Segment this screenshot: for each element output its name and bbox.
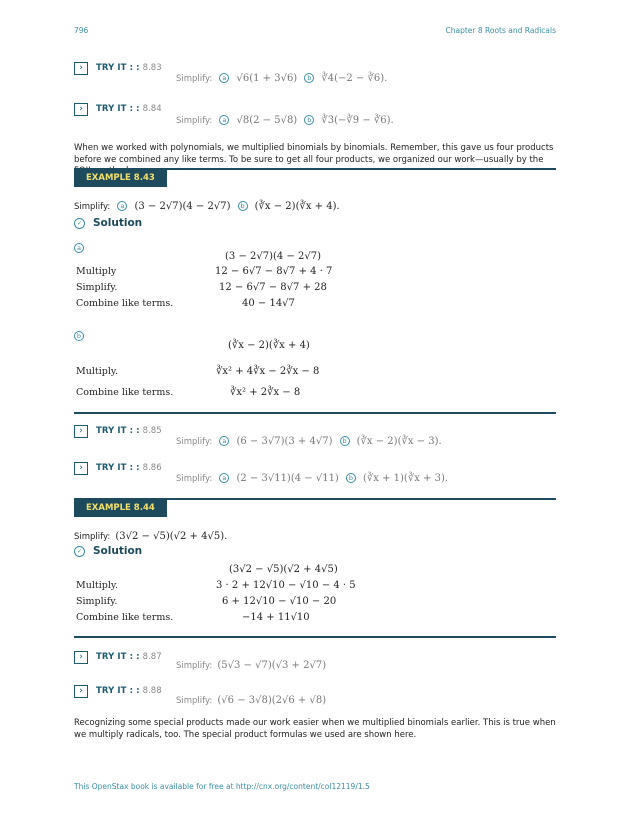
problem-b: (∛x − 2)(∛x − 3).	[356, 436, 442, 447]
step-label: Multiply	[76, 266, 117, 277]
part-a-marker-icon: a	[117, 201, 127, 211]
try-it-label: TRY IT : :	[96, 104, 140, 114]
chevron-right-icon[interactable]: ›	[74, 425, 88, 438]
try-it-8-84[interactable]	[74, 101, 162, 117]
solution-heading[interactable]	[74, 217, 142, 229]
problem-a: (6 − 3√7)(3 + 4√7)	[236, 436, 333, 447]
problem-b: (∛x + 1)(∛x + 3).	[363, 473, 449, 484]
closing-paragraph: Recognizing some special products made our work easier when we multiplied binomials earlier. This is true when we multiply radicals, too. The special product formulas we used are shown here.	[74, 718, 556, 740]
part-a-marker-icon: a	[219, 436, 229, 446]
prompt: (3√2 − √5)(√2 + 4√5).	[115, 531, 228, 542]
example-end-rule	[74, 412, 556, 414]
part-b-marker-icon: b	[346, 473, 356, 483]
chevron-right-icon[interactable]: ›	[74, 462, 88, 475]
chevron-right-icon[interactable]: ›	[74, 651, 88, 664]
part-b-marker-icon: b	[304, 115, 314, 125]
simplify-label: Simplify:	[74, 202, 111, 212]
part-a-start: (3 − 2√7)(4 − 2√7)	[225, 251, 321, 262]
step-label: Multiply.	[76, 580, 118, 591]
try-it-number: 8.83	[142, 63, 162, 73]
try-it-8-86-problem	[176, 466, 448, 485]
part-b-marker-icon: b	[340, 436, 350, 446]
check-circle-icon: ✓	[74, 218, 85, 229]
try-it-8-87[interactable]	[74, 649, 162, 665]
try-it-number: 8.86	[142, 463, 162, 473]
problem-b: ∛4(−2 − ∛6).	[321, 73, 388, 84]
page-number: 796	[74, 26, 89, 35]
chevron-right-icon[interactable]: ›	[74, 103, 88, 116]
part-b-marker	[72, 324, 86, 343]
part-a-marker-icon: a	[219, 73, 229, 83]
problem-a: √6(1 + 3√6)	[236, 73, 298, 84]
simplify-label: Simplify:	[176, 74, 213, 84]
simplify-label: Simplify:	[176, 474, 213, 484]
step-expr: 12 − 6√7 − 8√7 + 28	[219, 282, 327, 293]
try-it-label: TRY IT : :	[96, 686, 140, 696]
step-expr: 3 · 2 + 12√10 − √10 − 4 · 5	[216, 580, 356, 591]
step-expr: 12 − 6√7 − 8√7 + 4 · 7	[215, 266, 333, 277]
step-expr: −14 + 11√10	[242, 612, 310, 623]
simplify-label: Simplify:	[176, 437, 213, 447]
simplify-label: Simplify:	[74, 532, 111, 542]
simplify-label: Simplify:	[176, 661, 213, 671]
part-b-marker-icon: b	[238, 201, 248, 211]
try-it-8-84-problem	[176, 108, 394, 127]
step-label: Simplify.	[76, 282, 118, 293]
simplify-label: Simplify:	[176, 116, 213, 126]
try-it-8-83-problem	[176, 66, 387, 85]
part-b-start: (∛x − 2)(∛x + 4)	[228, 340, 310, 351]
problem-a: (2 − 3√11)(4 − √11)	[236, 473, 339, 484]
solution-label: Solution	[93, 217, 143, 229]
step-expr: ∛x² + 4∛x − 2∛x − 8	[216, 366, 320, 377]
try-it-8-88-problem	[176, 688, 326, 707]
part-a-marker-icon: a	[219, 115, 229, 125]
try-it-8-85-problem	[176, 429, 442, 448]
example-8-44-badge: EXAMPLE 8.44	[74, 499, 167, 517]
part-b-marker-icon: b	[304, 73, 314, 83]
try-it-8-83[interactable]	[74, 60, 162, 76]
step-expr: 6 + 12√10 − √10 − 20	[222, 596, 337, 607]
prompt-b: (∛x − 2)(∛x + 4).	[254, 201, 340, 212]
solution-label: Solution	[93, 545, 143, 557]
try-it-label: TRY IT : :	[96, 63, 140, 73]
problem: (5√3 − √7)(√3 + 2√7)	[217, 660, 327, 671]
example-end-rule	[74, 636, 556, 638]
step-expr: ∛x² + 2∛x − 8	[230, 387, 301, 398]
chapter-title: Chapter 8 Roots and Radicals	[445, 26, 556, 35]
problem-a: √8(2 − 5√8)	[236, 115, 298, 126]
try-it-8-87-problem	[176, 653, 326, 672]
try-it-number: 8.84	[142, 104, 162, 114]
example-8-43-prompt	[74, 194, 340, 213]
part-a-marker	[72, 236, 86, 255]
simplify-label: Simplify:	[176, 696, 213, 706]
problem-b: ∛3(−∛9 − ∛6).	[321, 115, 394, 126]
prompt-a: (3 − 2√7)(4 − 2√7)	[134, 201, 231, 212]
step-label: Multiply.	[76, 366, 118, 377]
example-8-44-start: (3√2 − √5)(√2 + 4√5)	[229, 564, 338, 575]
problem: (√6 − 3√8)(2√6 + √8)	[217, 695, 327, 706]
try-it-8-86[interactable]	[74, 460, 162, 476]
example-8-44-prompt	[74, 524, 227, 543]
try-it-number: 8.87	[142, 652, 162, 662]
example-8-43-badge: EXAMPLE 8.43	[74, 169, 167, 187]
try-it-8-88[interactable]	[74, 683, 162, 699]
step-label: Combine like terms.	[76, 387, 174, 398]
solution-heading[interactable]	[74, 545, 142, 557]
part-a-marker-icon: a	[219, 473, 229, 483]
part-b-marker-icon: b	[74, 331, 84, 341]
part-a-marker-icon: a	[74, 243, 84, 253]
try-it-number: 8.88	[142, 686, 162, 696]
try-it-label: TRY IT : :	[96, 463, 140, 473]
intro-paragraph: When we worked with polynomials, we multiplied binomials by binomials. Remember, this gave us four products before we combined any like terms. To be sure to get all four products, we organized our work—usually by the	[74, 143, 554, 165]
step-expr: 40 − 14√7	[242, 298, 295, 309]
step-label: Combine like terms.	[76, 298, 174, 309]
try-it-number: 8.85	[142, 426, 162, 436]
footer-availability-link[interactable]: This OpenStax book is available for free at http://cnx.org/content/col12119/1.5	[74, 782, 370, 791]
chevron-right-icon[interactable]: ›	[74, 62, 88, 75]
chevron-right-icon[interactable]: ›	[74, 685, 88, 698]
try-it-label: TRY IT : :	[96, 652, 140, 662]
check-circle-icon: ✓	[74, 546, 85, 557]
try-it-8-85[interactable]	[74, 423, 162, 439]
step-label: Combine like terms.	[76, 612, 174, 623]
step-label: Simplify.	[76, 596, 118, 607]
try-it-label: TRY IT : :	[96, 426, 140, 436]
